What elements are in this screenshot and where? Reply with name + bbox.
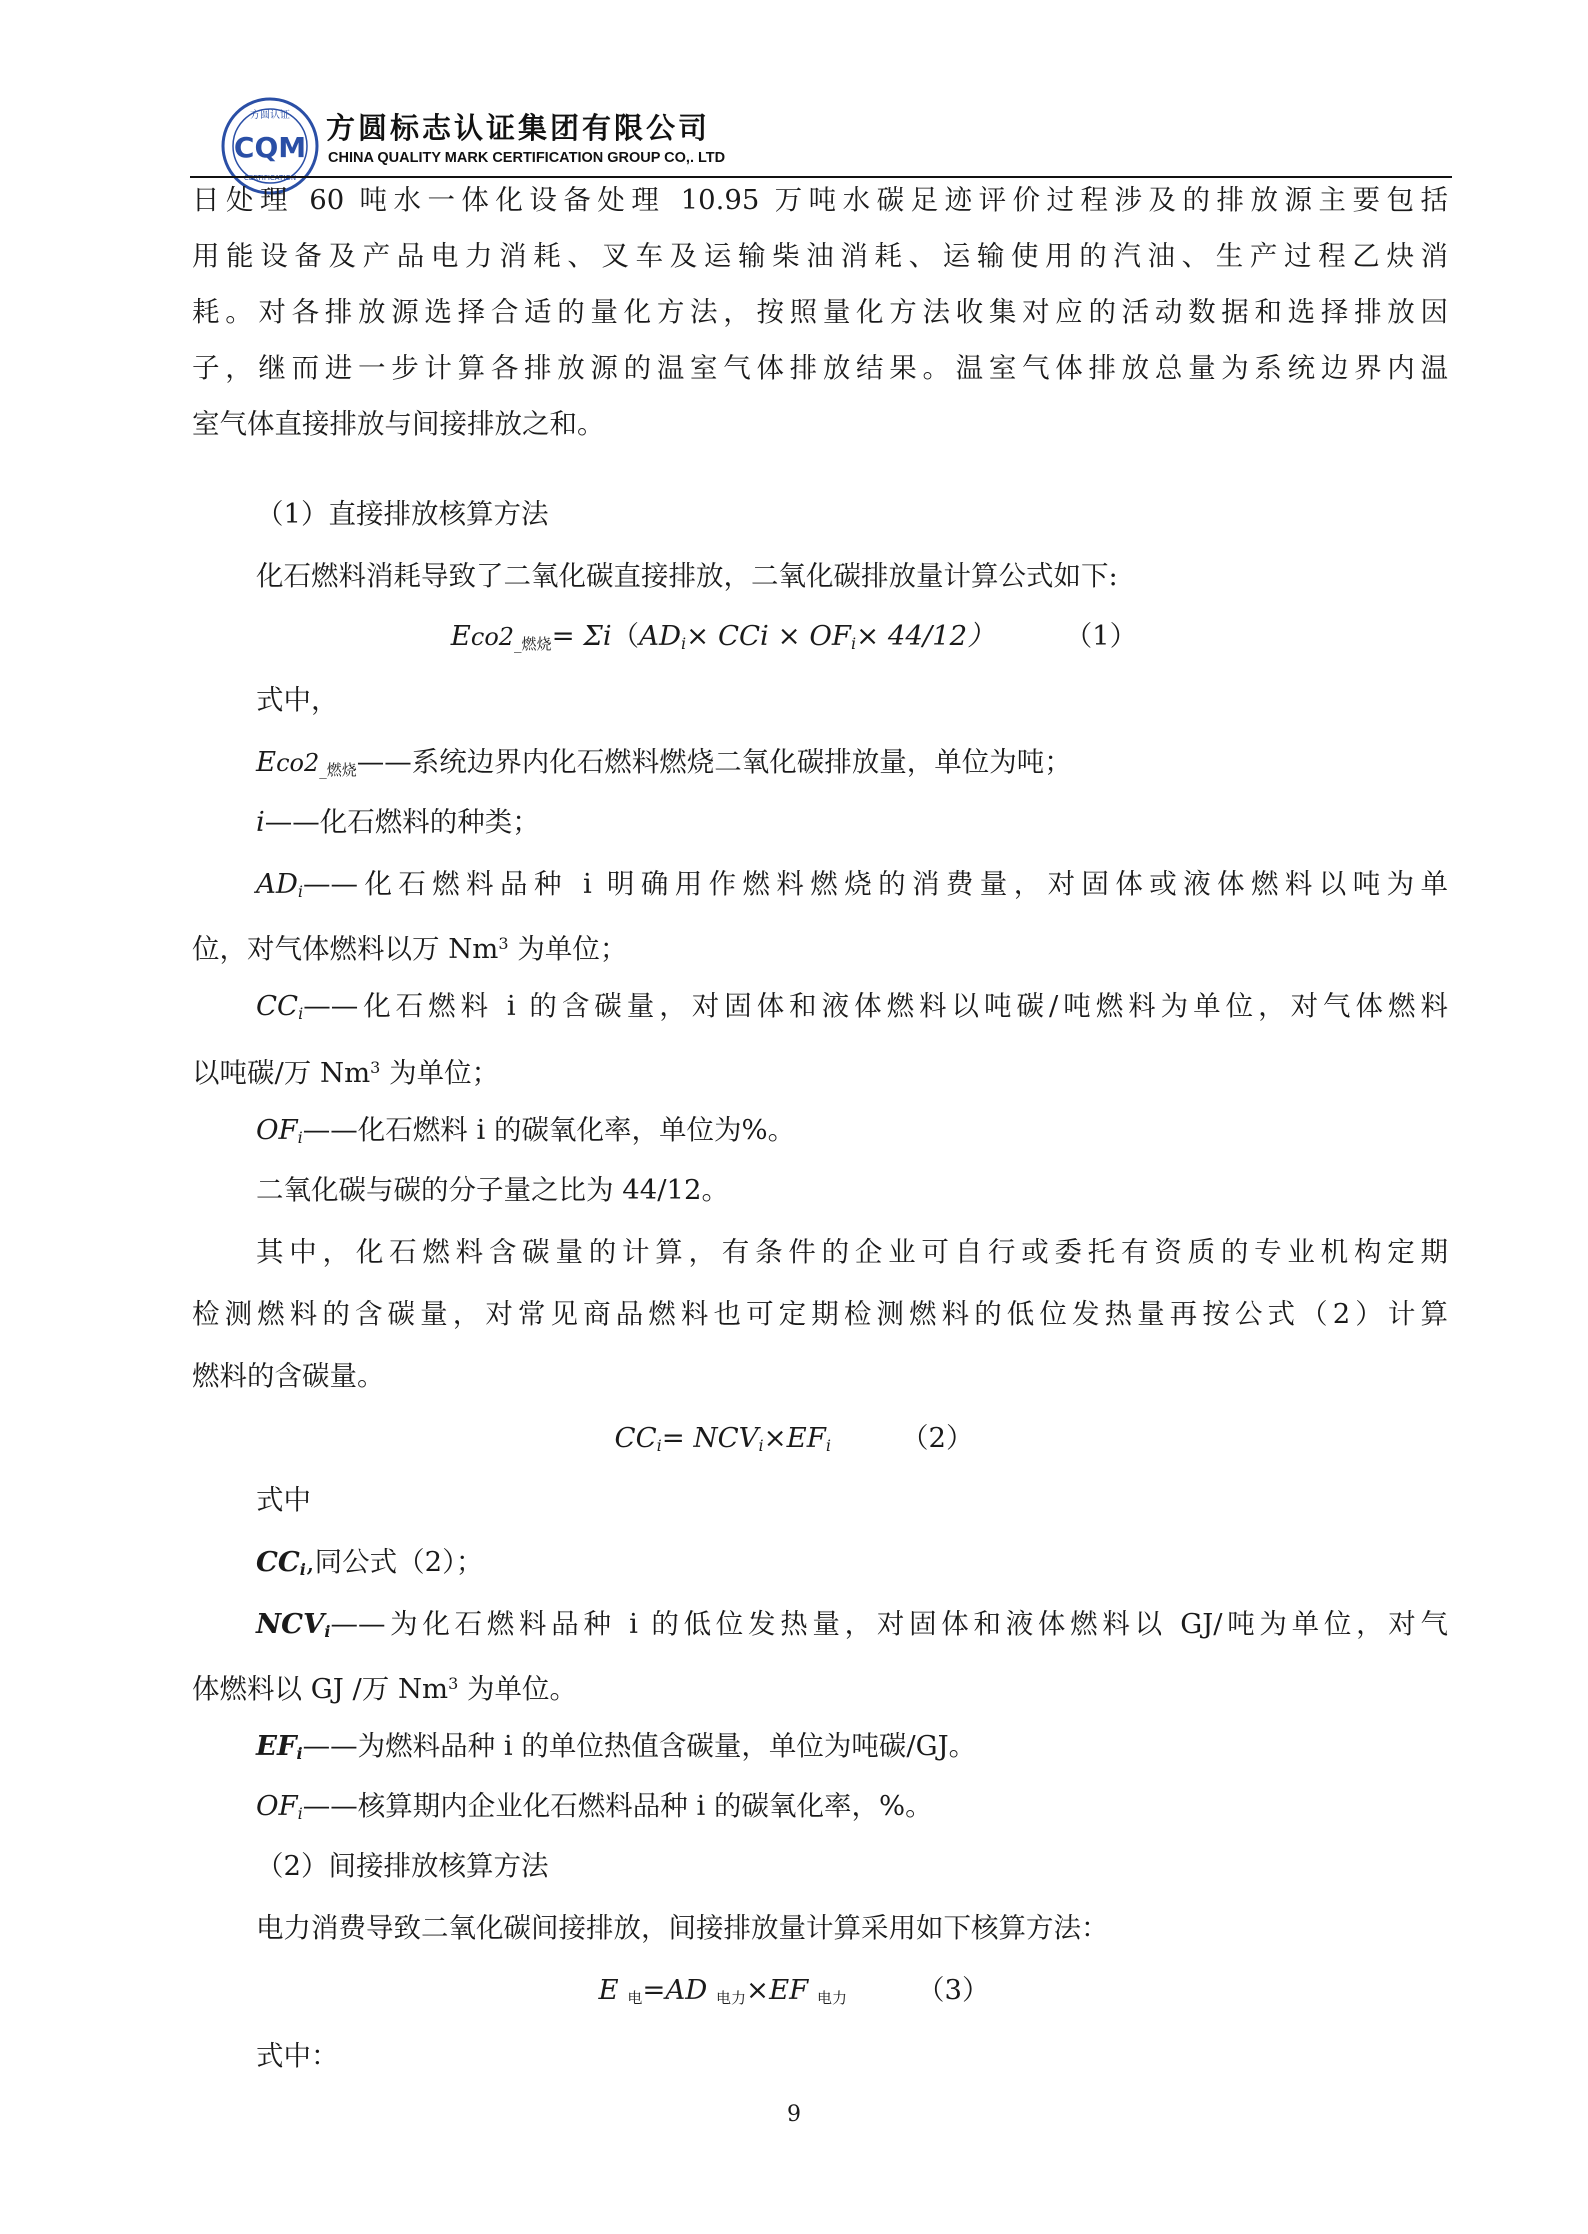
def-cc-text2b: 为单位； xyxy=(380,1057,500,1089)
def-i-var: i xyxy=(256,806,265,838)
logo-top-text: 方圆认证 xyxy=(250,110,290,121)
def2-ef-sub: i xyxy=(296,1744,303,1763)
eq2-CC: CC xyxy=(614,1422,657,1454)
eq1-eqsign: = xyxy=(551,620,584,652)
def-cc-line-1 xyxy=(256,986,1448,1034)
eq3-E: E xyxy=(598,1974,628,2006)
eq3-times: ×EF xyxy=(746,1974,817,2006)
def-ad-line-2 xyxy=(192,924,1448,969)
def2-of-text: ——核算期内企业化石燃料品种 i 的碳氧化率，%。 xyxy=(302,1790,933,1822)
logo-bottom-text: CERTIFICATION xyxy=(243,174,297,182)
eq1-times2: × xyxy=(768,620,810,652)
def2-ncv-sup: 3 xyxy=(448,1674,459,1693)
def2-ef xyxy=(256,1726,1448,1774)
eq3-AD-sub: 电力 xyxy=(716,1989,747,2007)
def2-ncv-text1: ——为化石燃料品种 i 的低位发热量，对固体和液体燃料以 GJ/吨为单位，对气 xyxy=(330,1608,1448,1640)
def-cc-line-2 xyxy=(192,1048,1448,1093)
eq1-E: E xyxy=(450,620,471,652)
eq1-CC: CC xyxy=(717,620,761,652)
def2-cc-var: CC xyxy=(256,1546,300,1578)
def-cc-var: CC xyxy=(256,990,299,1022)
section2-lead: 电力消费导致二氧化碳间接排放，间接排放量计算采用如下核算方法： xyxy=(256,1912,1109,1944)
def2-ncv-var: NCV xyxy=(256,1608,325,1640)
logo-mid-text: CQM xyxy=(233,131,307,164)
def-of-text: ——化石燃料 i 的碳氧化率，单位为%。 xyxy=(302,1114,796,1146)
eq1-tail: × 44/12） xyxy=(856,620,995,652)
intro-line-5: 室气体直接排放与间接排放之和。 xyxy=(192,408,605,440)
def-eco2-sub: _燃烧 xyxy=(319,761,357,779)
def2-of xyxy=(256,1786,1448,1834)
eq1-OF-i: i xyxy=(851,634,857,653)
def2-ncv-line-2 xyxy=(192,1664,1448,1709)
where-label-2: 式中 xyxy=(256,1484,311,1516)
equation-3 xyxy=(0,1970,1588,2018)
intro-line-2: 用能设备及产品电力消耗、叉车及运输柴油消耗、运输使用的汽油、生产过程乙炔消 xyxy=(192,240,1448,272)
para-line-3: 燃料的含碳量。 xyxy=(192,1360,385,1392)
def-of-var: OF xyxy=(256,1114,298,1146)
eq1-times1: × xyxy=(686,620,718,652)
eq1-co2: co2 xyxy=(470,623,515,651)
eq3-number: （3） xyxy=(917,1974,990,2006)
def2-ncv-sub: i xyxy=(324,1622,331,1641)
para-line-1: 其中，化石燃料含碳量的计算，有条件的企业可自行或委托有资质的专业机构定期 xyxy=(256,1236,1448,1268)
eq2-EF-i: i xyxy=(825,1436,831,1455)
def-i xyxy=(256,802,1448,842)
def2-ncv-line-1 xyxy=(256,1604,1448,1652)
section1-lead: 化石燃料消耗导致了二氧化碳直接排放，二氧化碳排放量计算公式如下: xyxy=(256,560,1118,592)
def-ad-sub: i xyxy=(297,882,304,901)
def2-ef-text: ——为燃料品种 i 的单位热值含碳量，单位为吨碳/GJ。 xyxy=(302,1730,977,1762)
def2-ef-var: EF xyxy=(256,1730,297,1762)
molecular-ratio: 二氧化碳与碳的分子量之比为 44/12。 xyxy=(256,1174,729,1206)
def-eco2-E: E xyxy=(256,746,277,778)
where-label-3: 式中： xyxy=(256,2040,339,2072)
def2-of-sub: i xyxy=(297,1804,303,1823)
def-eco2 xyxy=(256,742,1448,790)
page-number: 9 xyxy=(787,2102,801,2127)
def2-ncv-text2b: 为单位。 xyxy=(458,1673,578,1705)
eq1-sigma-i: i xyxy=(602,620,612,652)
def2-cc-text: ,同公式（2）； xyxy=(305,1546,484,1578)
eq1-sigma: Σ xyxy=(583,620,603,652)
def2-ncv-text2a: 体燃料以 GJ /万 Nm xyxy=(192,1673,449,1705)
company-name-cn: 方圆标志认证集团有限公司 xyxy=(326,111,711,145)
intro-line-1: 日处理 60 吨水一体化设备处理 10.95 万吨水碳足迹评价过程涉及的排放源主要包括 xyxy=(192,184,1448,216)
section2-heading: （2）间接排放核算方法 xyxy=(256,1850,549,1882)
def-ad-text2a: 位，对气体燃料以万 Nm xyxy=(192,933,499,965)
eq3-EF-sub: 电力 xyxy=(817,1989,848,2007)
def2-of-var: OF xyxy=(256,1790,298,1822)
eq1-OF: OF xyxy=(809,620,852,652)
eq1-AD: AD xyxy=(639,620,682,652)
def-ad-line-1 xyxy=(256,864,1448,912)
def-of xyxy=(256,1110,1448,1158)
eq2-CC-i: i xyxy=(656,1436,662,1455)
eq2-times: ×EF xyxy=(763,1422,826,1454)
def2-cc-sub: i xyxy=(299,1560,306,1579)
def-eco2-co2: co2 xyxy=(276,749,320,777)
eq2-mid: = NCV xyxy=(661,1422,759,1454)
eq3-mid: =AD xyxy=(642,1974,717,2006)
section1-heading: （1）直接排放核算方法 xyxy=(256,498,549,530)
def-ad-sup: 3 xyxy=(498,934,509,953)
para-line-2: 检测燃料的含碳量，对常见商品燃料也可定期检测燃料的低位发热量再按公式（2）计算 xyxy=(192,1298,1448,1330)
eq2-NCV-i: i xyxy=(758,1436,764,1455)
intro-line-4: 子，继而进一步计算各排放源的温室气体排放结果。温室气体排放总量为系统边界内温 xyxy=(192,352,1448,384)
equation-1 xyxy=(0,616,1588,664)
def-cc-text1: ——化石燃料 i 的含碳量，对固体和液体燃料以吨碳/吨燃料为单位，对气体燃料 xyxy=(303,990,1448,1022)
def-eco2-text: ——系统边界内化石燃料燃烧二氧化碳排放量，单位为吨； xyxy=(356,746,1072,778)
def-i-text: ——化石燃料的种类； xyxy=(264,806,540,838)
eq1-open: （ xyxy=(611,620,640,652)
header-divider xyxy=(190,176,1452,178)
def-cc-text2a: 以吨碳/万 Nm xyxy=(192,1057,371,1089)
company-name-en: CHINA QUALITY MARK CERTIFICATION GROUP CO,. LTD xyxy=(328,150,726,166)
eq1-CC-i: i xyxy=(760,620,769,652)
def-of-sub: i xyxy=(297,1128,303,1147)
def-ad-var: AD xyxy=(256,868,298,900)
eq1-number: （1） xyxy=(1064,620,1138,652)
def-cc-sup: 3 xyxy=(370,1058,381,1077)
intro-line-3: 耗。对各排放源选择合适的量化方法，按照量化方法收集对应的活动数据和选择排放因 xyxy=(192,296,1448,328)
def-ad-text1: ——化石燃料品种 i 明确用作燃料燃烧的消费量，对固体或液体燃料以吨为单 xyxy=(303,868,1448,900)
eq1-burn-sub: _燃烧 xyxy=(514,635,552,653)
eq3-E-sub: 电 xyxy=(627,1989,643,2007)
eq2-number: （2） xyxy=(900,1422,974,1454)
def-ad-text2b: 为单位； xyxy=(508,933,628,965)
def-cc-sub: i xyxy=(298,1004,304,1023)
def2-cc xyxy=(256,1542,1448,1590)
where-label-1: 式中， xyxy=(256,684,339,716)
eq1-AD-i: i xyxy=(681,634,687,653)
equation-2 xyxy=(0,1418,1588,1466)
